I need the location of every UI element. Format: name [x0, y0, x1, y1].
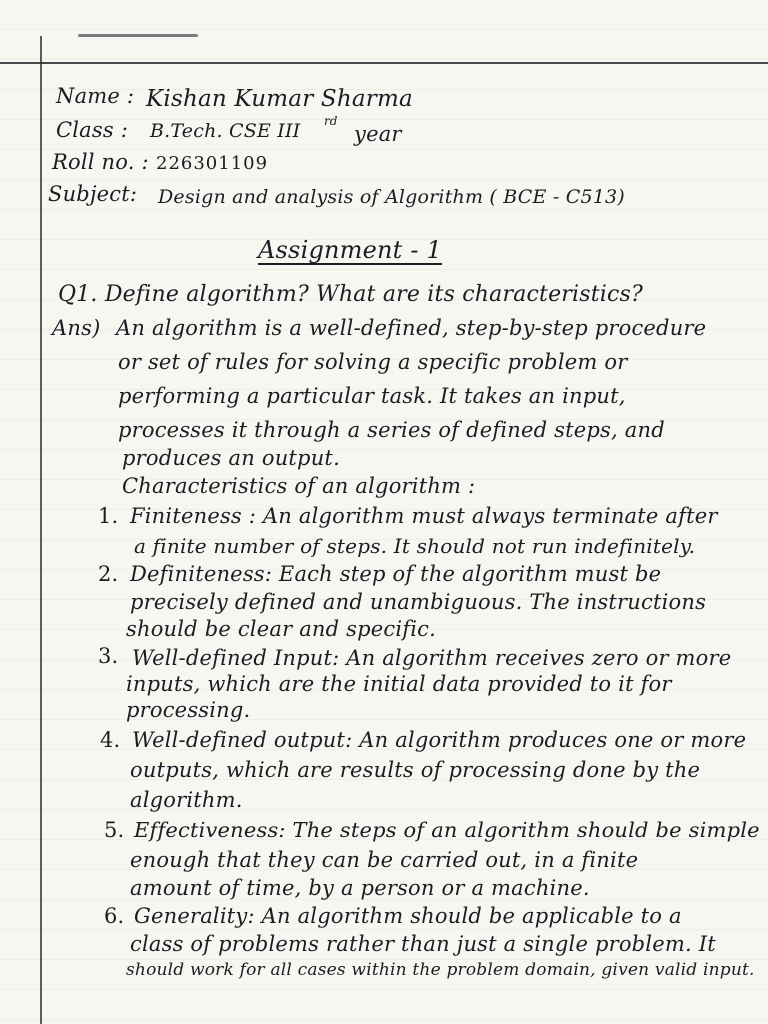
margin-line [40, 36, 42, 1024]
answer-line: produces an output. [122, 446, 340, 470]
subject-value: Design and analysis of Algorithm ( BCE - C513) [158, 186, 625, 208]
list-item-line: inputs, which are the initial data provided to it for [126, 672, 672, 696]
class-label: Class : [56, 118, 129, 142]
list-item-line: Well-defined output: An algorithm produces one or more [132, 728, 747, 752]
roll-value: 226301109 [156, 153, 269, 174]
list-number: 3. [98, 644, 119, 668]
list-item-line: Well-defined Input: An algorithm receives zero or more [132, 646, 732, 670]
page-title: Assignment - 1 [258, 236, 442, 264]
answer-line: performing a particular task. It takes an input, [118, 384, 626, 408]
list-item-line: amount of time, by a person or a machine. [130, 876, 590, 900]
subject-label: Subject: [48, 182, 138, 206]
list-number: 1. [98, 504, 119, 528]
list-item-line: Effectiveness: The steps of an algorithm should be simple [134, 818, 760, 842]
list-item-line: enough that they can be carried out, in a finite [130, 848, 639, 872]
list-item-line: class of problems rather than just a single problem. It [130, 932, 716, 956]
list-item-line: Finiteness : An algorithm must always terminate after [130, 504, 718, 528]
list-item-line: Generality: An algorithm should be applicable to a [134, 904, 682, 928]
question-text: Q1. Define algorithm? What are its characteristics? [58, 282, 644, 307]
answer-line: or set of rules for solving a specific problem or [118, 350, 628, 374]
list-number: 5. [104, 818, 125, 842]
list-item-line: algorithm. [130, 788, 243, 812]
list-number: 6. [104, 904, 125, 928]
name-value: Kishan Kumar Sharma [146, 86, 413, 112]
list-item-line: processing. [126, 698, 251, 722]
top-rule-line [0, 62, 768, 64]
class-value: B.Tech. CSE III [150, 120, 301, 142]
list-item-line: precisely defined and unambiguous. The instructions [130, 590, 707, 614]
list-number: 4. [100, 728, 121, 752]
class-suffix: year [354, 122, 402, 146]
answer-line: processes it through a series of defined steps, and [118, 418, 665, 442]
class-superscript: rd [324, 114, 338, 128]
list-item-line: should be clear and specific. [126, 617, 437, 641]
list-item-line: should work for all cases within the problem domain, given valid input. [126, 960, 755, 980]
list-number: 2. [98, 562, 119, 586]
characteristics-heading: Characteristics of an algorithm : [122, 474, 476, 498]
roll-label: Roll no. : [52, 150, 149, 174]
pen-smudge [78, 34, 198, 37]
list-item-line: Definiteness: Each step of the algorithm must be [130, 562, 662, 586]
list-item-line: outputs, which are results of processing done by the [130, 758, 701, 782]
answer-prefix: Ans) [52, 316, 101, 340]
answer-line: An algorithm is a well-defined, step-by-step procedure [116, 316, 707, 340]
name-label: Name : [56, 84, 135, 108]
list-item-line: a finite number of steps. It should not run indefinitely. [134, 534, 696, 558]
